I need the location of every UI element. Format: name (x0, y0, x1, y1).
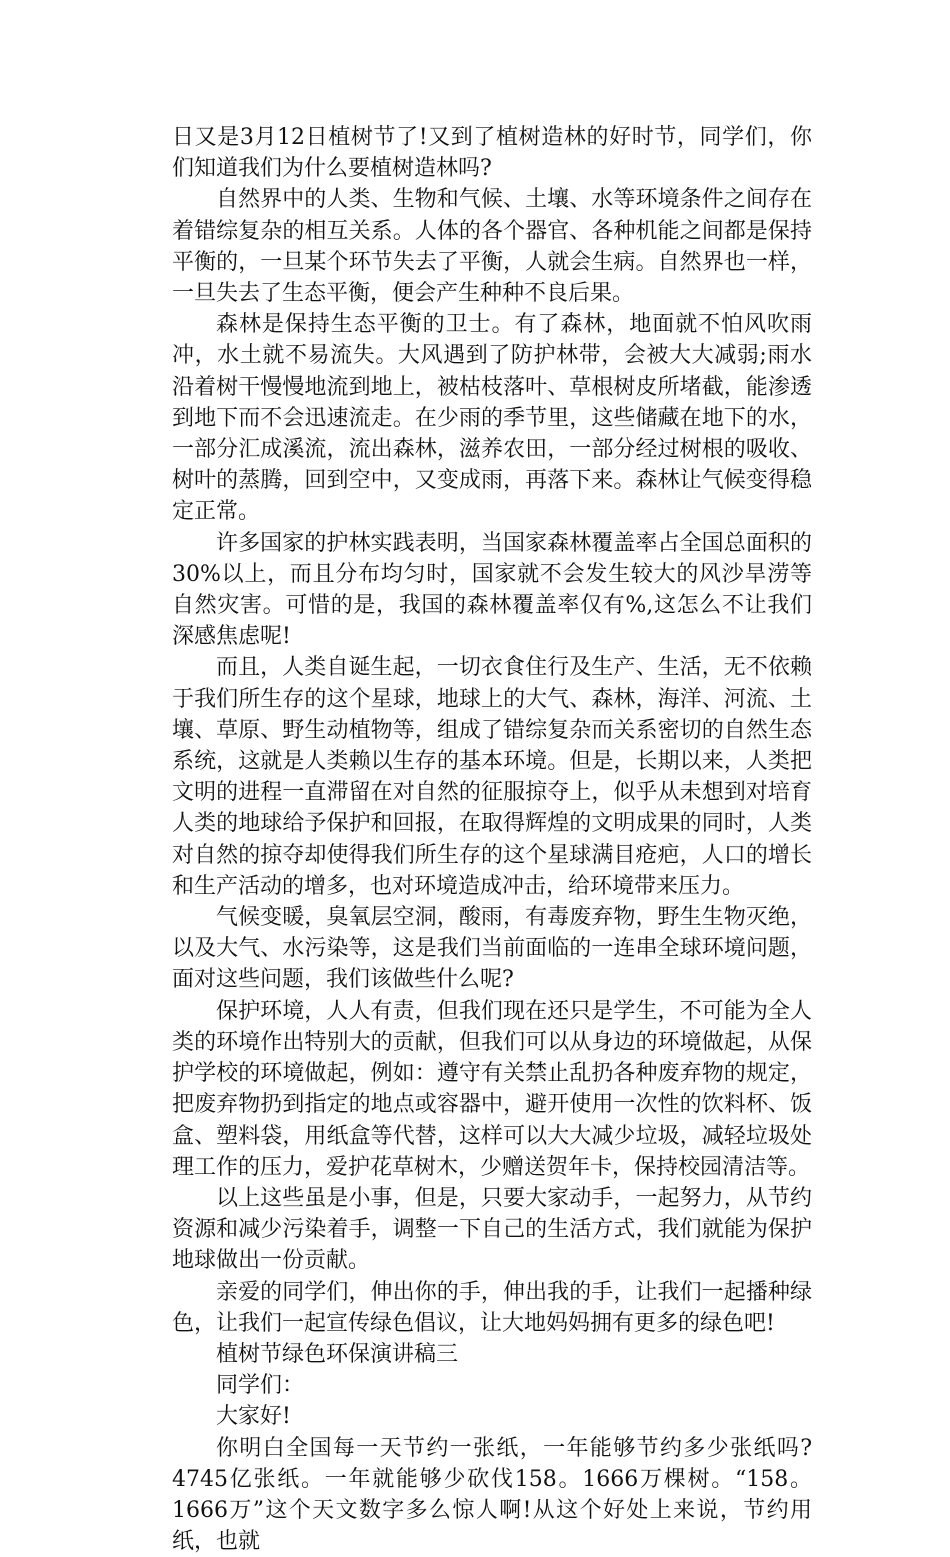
paragraph: 日又是3月12日植树节了!又到了植树造林的好时节，同学们，你们知道我们为什么要植树造林吗? (172, 125, 812, 182)
paragraph: 气候变暖，臭氧层空洞，酸雨，有毒废弃物，野生生物灭绝，以及大气、水污染等，这是我们当前面临的一连串全球环境问题，面对这些问题，我们该做些什么呢? (172, 905, 812, 993)
paragraph: 许多国家的护林实践表明，当国家森林覆盖率占全国总面积的30%以上，而且分布均匀时，国家就不会发生较大的风沙旱涝等自然灾害。可惜的是，我国的森林覆盖率仅有%,这怎么不让我们深感焦虑呢! (172, 530, 812, 650)
section-heading: 植树节绿色环保演讲稿三 (216, 1341, 459, 1367)
paragraph: 而且，人类自诞生起，一切衣食住行及生产、生活，无不依赖于我们所生存的这个星球，地球上的大气、森林，海洋、河流、土壤、草原、野生动植物等，组成了错综复杂而关系密切的自然生态系统，这就是人类赖以生存的基本环境。但是，长期以来，人类把文明的进程一直滞留在对自然的征服掠夺上，似乎从未想到对培育人类的地球给予保护和回报，在取得辉煌的文明成果的同时，人类对自然的掠夺却使得我们所生存的这个星球满目疮疤，人口的增长和生产活动的增多，也对环境造成冲击，给环境带来压力。 (172, 655, 812, 899)
paragraph: 自然界中的人类、生物和气候、土壤、水等环境条件之间存在着错综复杂的相互关系。人体的各个器官、各种机能之间都是保持平衡的，一旦某个环节失去了平衡，人就会生病。自然界也一样，一旦失去了生态平衡，便会产生种种不良后果。 (172, 187, 812, 307)
paragraph: 森林是保持生态平衡的卫士。有了森林，地面就不怕风吹雨冲，水土就不易流失。大风遇到了防护林带，会被大大减弱;雨水沿着树干慢慢地流到地上，被枯枝落叶、草根树皮所堵截，能渗透到地下而不会迅速流走。在少雨的季节里，这些储藏在地下的水，一部分汇成溪流，流出森林，滋养农田，一部分经过树根的吸收、树叶的蒸腾，回到空中，又变成雨，再落下来。森林让气候变得稳定正常。 (172, 312, 812, 525)
paragraph: 你明白全国每一天节约一张纸，一年能够节约多少张纸吗?4745亿张纸。一年就能够少砍伐158。1666万棵树。“158。1666万”这个天文数字多么惊人啊!从这个好处上来说，节约用纸，也就 (172, 1435, 812, 1555)
document-body (172, 122, 812, 1557)
paragraph: 以上这些虽是小事，但是，只要大家动手，一起努力，从节约资源和减少污染着手，调整一下自己的生活方式，我们就能为保护地球做出一份贡献。 (172, 1185, 812, 1274)
paragraph: 保护环境，人人有责，但我们现在还只是学生，不可能为全人类的环境作出特别大的贡献，但我们可以从身边的环境做起，从保护学校的环境做起，例如：遵守有关禁止乱扔各种废弃物的规定，把废弃物扔到指定的地点或容器中，避开使用一次性的饮料杯、饭盒、塑料袋，用纸盒等代替，这样可以大大减少垃圾，减轻垃圾处理工作的压力，爱护花草树木，少赠送贺年卡，保持校园清洁等。 (172, 998, 812, 1180)
greeting: 大家好! (216, 1404, 291, 1430)
salutation: 同学们： (216, 1373, 305, 1399)
paragraph: 亲爱的同学们，伸出你的手，伸出我的手，让我们一起播种绿色，让我们一起宣传绿色倡议，让大地妈妈拥有更多的绿色吧! (172, 1279, 812, 1336)
